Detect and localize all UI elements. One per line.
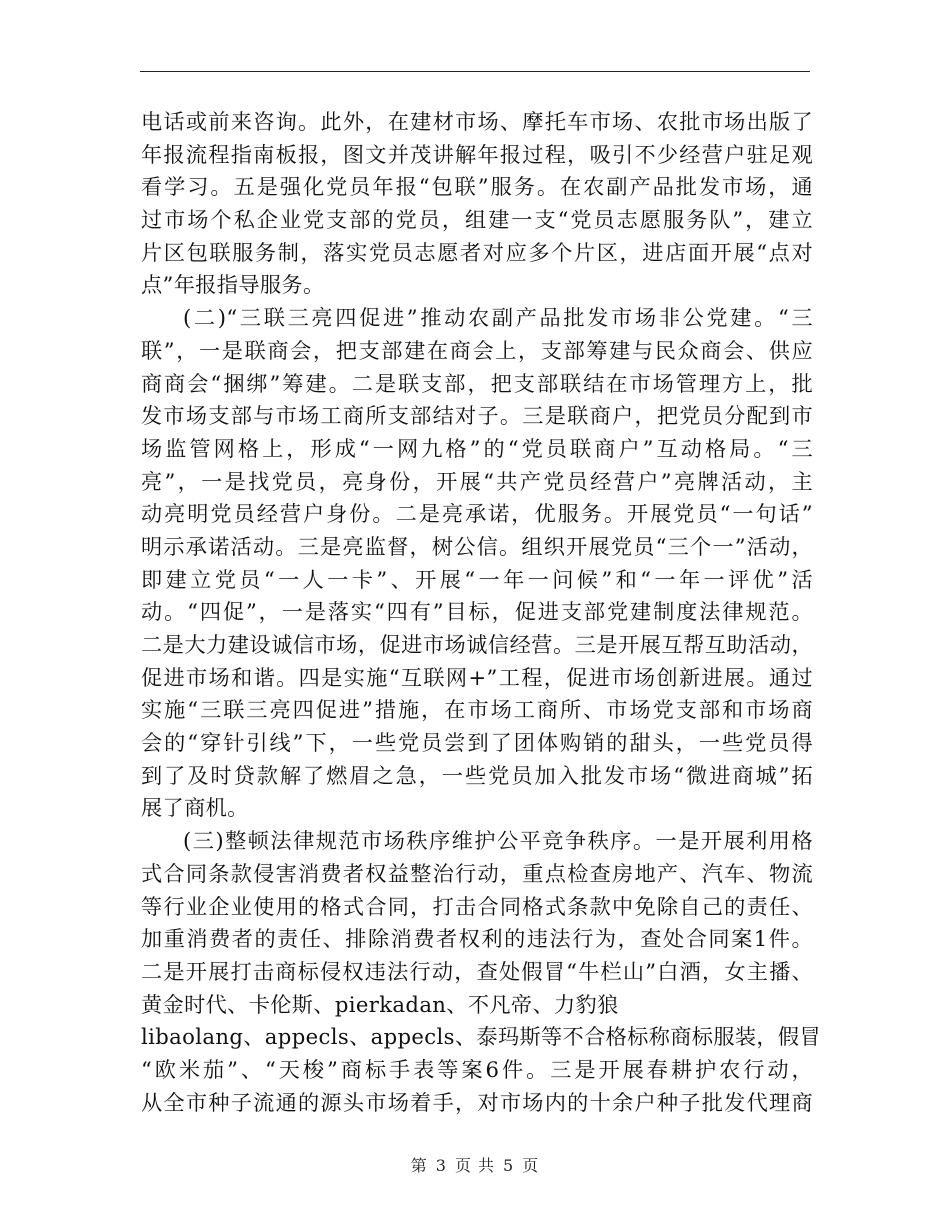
text-line: 二是开展打击商标侵权违法行动，查处假冒“牛栏山”白酒，女主播、 bbox=[141, 958, 813, 984]
text-line: 明示承诺活动。三是亮监督，树公信。组织开展党员“三个一”活动， bbox=[141, 533, 813, 559]
text-line: “欧米茄”、“天梭”商标手表等案6件。三是开展春耕护农行动， bbox=[141, 1056, 813, 1082]
text-line: 展了商机。 bbox=[141, 795, 249, 821]
text-line: 联”，一是联商会，把支部建在商会上，支部筹建与民众商会、供应 bbox=[141, 337, 813, 363]
text-line: 年报流程指南板报，图文并茂讲解年报过程，吸引不少经营户驻足观 bbox=[141, 141, 813, 167]
header-rule bbox=[140, 71, 810, 72]
footer-middle: 页 共 bbox=[454, 1156, 496, 1175]
text-line: 片区包联服务制，落实党员志愿者对应多个片区，进店面开展“点对 bbox=[141, 239, 813, 265]
text-line: 发市场支部与市场工商所支部结对子。三是联商户，把党员分配到市 bbox=[141, 403, 813, 429]
paragraph-start-line: (二)“三联三亮四促进”推动农副产品批发市场非公党建。“三 bbox=[183, 305, 813, 331]
total-page-count: 5 bbox=[503, 1156, 515, 1175]
text-line: 会的“穿针引线”下，一些党员尝到了团体购销的甜头，一些党员得 bbox=[141, 730, 813, 756]
footer-suffix: 页 bbox=[522, 1156, 540, 1175]
text-line: 亮”，一是找党员，亮身份，开展“共产党员经营户”亮牌活动，主 bbox=[141, 468, 813, 494]
footer-prefix: 第 bbox=[410, 1156, 428, 1175]
text-line: 二是大力建设诚信市场，促进市场诚信经营。三是开展互帮互助活动， bbox=[141, 632, 813, 657]
text-line: 促进市场和谐。四是实施“互联网+”工程，促进市场创新进展。通过 bbox=[141, 664, 813, 690]
text-line: 场监管网格上，形成“一网九格”的“党员联商户”互动格局。“三 bbox=[141, 435, 813, 461]
text-line: 黄金时代、卡伦斯、pierkadan、不凡帝、力豹狼 bbox=[141, 991, 619, 1017]
text-line: 动。“四促”，一是落实“四有”目标，促进支部党建制度法律规范。 bbox=[141, 599, 813, 625]
text-line: 等行业企业使用的格式合同，打击合同格式条款中免除自己的责任、 bbox=[141, 893, 813, 919]
text-line: 商商会“捆绑”筹建。二是联支部，把支部联结在市场管理方上，批 bbox=[141, 370, 813, 396]
text-line: 加重消费者的责任、排除消费者权利的违法行为，查处合同案1件。 bbox=[141, 926, 813, 952]
text-line: 即建立党员“一人一卡”、开展“一年一问候”和“一年一评优”活 bbox=[141, 566, 813, 592]
text-line: 动亮明党员经营户身份。二是亮承诺，优服务。开展党员“一句话” bbox=[141, 501, 813, 527]
text-line: libaolang、appecls、appecls、泰玛斯等不合格标称商标服装，假冒 bbox=[141, 1024, 822, 1050]
text-line: 电话或前来咨询。此外，在建材市场、摩托车市场、农批市场出版了 bbox=[141, 109, 813, 134]
text-line: 看学习。五是强化党员年报“包联”服务。在农副产品批发市场，通 bbox=[141, 174, 813, 200]
text-line: 实施“三联三亮四促进”措施，在市场工商所、市场党支部和市场商 bbox=[141, 697, 813, 723]
text-line: 点”年报指导服务。 bbox=[141, 272, 325, 298]
document-body bbox=[141, 106, 822, 1119]
text-line: 过市场个私企业党支部的党员，组建一支“党员志愿服务队”，建立 bbox=[141, 207, 813, 233]
page-footer bbox=[0, 1153, 950, 1176]
current-page-number: 3 bbox=[435, 1156, 447, 1175]
paragraph-start-line: (三)整顿法律规范市场秩序维护公平竞争秩序。一是开展利用格 bbox=[183, 828, 813, 854]
text-line: 从全市种子流通的源头市场着手，对市场内的十余户种子批发代理商 bbox=[141, 1089, 813, 1115]
text-line: 式合同条款侵害消费者权益整治行动，重点检查房地产、汽车、物流 bbox=[141, 860, 813, 886]
text-line: 到了及时贷款解了燃眉之急，一些党员加入批发市场“微进商城”拓 bbox=[141, 762, 813, 788]
